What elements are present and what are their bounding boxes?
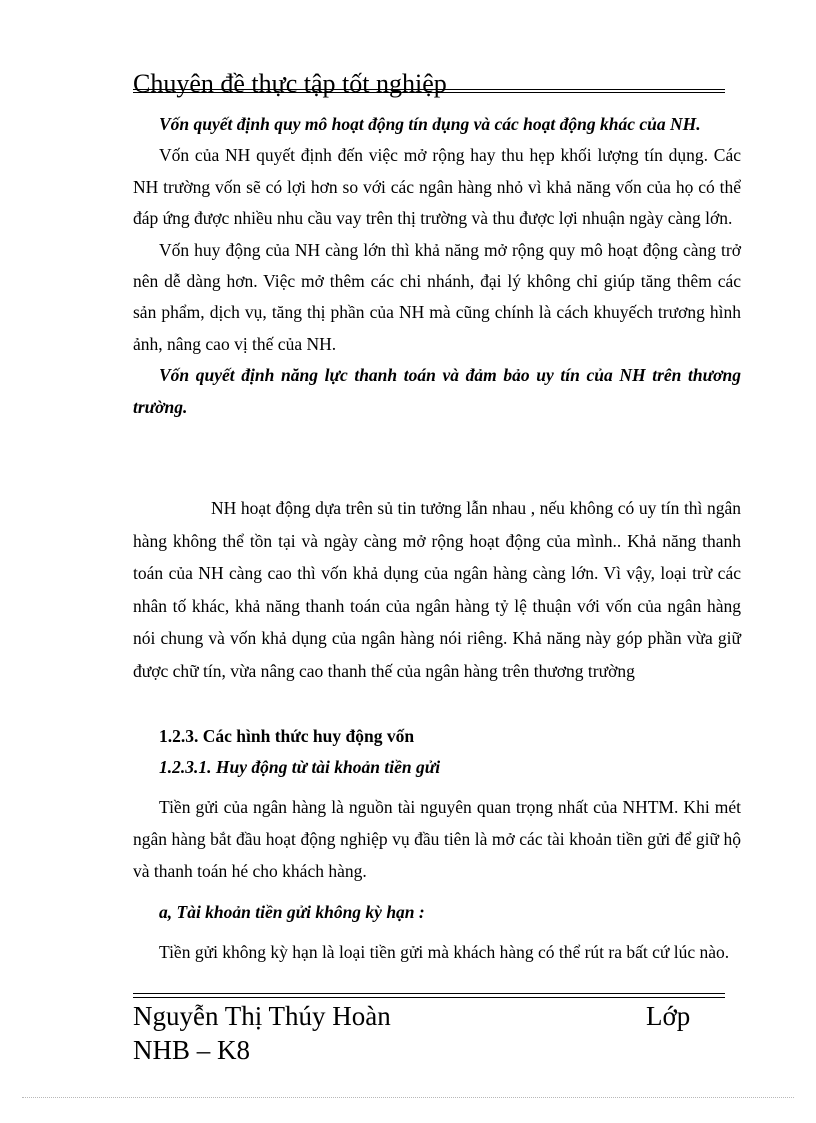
footer-rule-bottom: [133, 997, 725, 998]
item-heading-demand-deposit: a, Tài khoản tiền gửi không kỳ hạn :: [159, 902, 425, 922]
body-block-d: [133, 791, 741, 887]
heading-capital-solvency: Vốn quyết định năng lực thanh toán và đảm bảo uy tín của NH trên thương trường.: [133, 365, 741, 417]
paragraph-deposits: Tiền gửi của ngân hàng là nguồn tài nguyên quan trọng nhất của NHTM. Khi mét ngân hàng bắt đầu hoạt động nghiệp vụ đầu tiên là mở các tài khoản tiền gửi để giữ hộ và thanh toán hé cho khách hàng.: [133, 797, 741, 881]
body-block-c: [133, 721, 741, 783]
paragraph-trust: NH hoạt động dựa trên sủ tin tưởng lẫn nhau , nếu không có uy tín thì ngân hàng không thể tồn tại và ngày càng mở rộng hoạt động của mình.. Khả năng thanh toán của NH càng cao thì vốn khả dụng của ngân hàng càng lớn. Vì vậy, loại trừ các nhân tố khác, khả năng thanh toán của ngân hàng tỷ lệ thuận với vốn của ngân hàng nói chung và vốn khả dụng của ngân hàng nói riêng. Khả năng này góp phần vừa giữ được chữ tín, vừa nâng cao thanh thế của ngân hàng trên thương trường: [133, 498, 741, 681]
footer-author: Nguyễn Thị Thúy Hoàn: [133, 1001, 391, 1031]
paragraph-demand-deposit: Tiền gửi không kỳ hạn là loại tiền gửi mà khách hàng có thể rút ra bất cứ lúc nào.: [159, 942, 730, 962]
subsection-heading: 1.2.3.1. Huy động từ tài khoản tiền gửi: [159, 757, 441, 777]
paragraph-mobilized-capital: Vốn huy động của NH càng lớn thì khả năng mở rộng quy mô hoạt động càng trở nên dễ dàng hơn. Việc mở thêm các chi nhánh, đại lý không chỉ giúp tăng thêm các sản phẩm, dịch vụ, tăng thị phần của NH mà cũng chính là cách khuyếch trương hình ảnh, nâng cao vị thế của NH.: [133, 239, 741, 354]
body-block-b: [133, 492, 741, 688]
header-title: Chuyên đề thực tập tốt nghiệp: [133, 69, 447, 98]
page-bottom-dotted-line: [22, 1097, 794, 1098]
footer-rule-top: [133, 993, 725, 994]
heading-capital-scale: Vốn quyết định quy mô hoạt động tín dụng và các hoạt động khác của NH.: [159, 114, 701, 134]
footer-class-label: Lớp: [646, 1001, 691, 1031]
section-heading: 1.2.3. Các hình thức huy động vốn: [159, 726, 415, 746]
body-block-e: [133, 897, 741, 928]
header-rule-bottom: [133, 92, 725, 93]
header-rule-top: [133, 89, 725, 90]
body-block-f: [133, 936, 741, 968]
footer-class-value: NHB – K8: [133, 1035, 251, 1065]
body-block-a: [133, 109, 741, 423]
paragraph-capital-credit: Vốn của NH quyết định đến việc mở rộng hay thu hẹp khối lượng tín dụng. Các NH trường vốn sẽ có lợi hơn so với các ngân hàng nhỏ vì khả năng vốn của họ có thể đáp ứng được nhiều nhu cầu vay trên thị trường và thu được lợi nhuận ngày càng lớn.: [133, 145, 741, 229]
